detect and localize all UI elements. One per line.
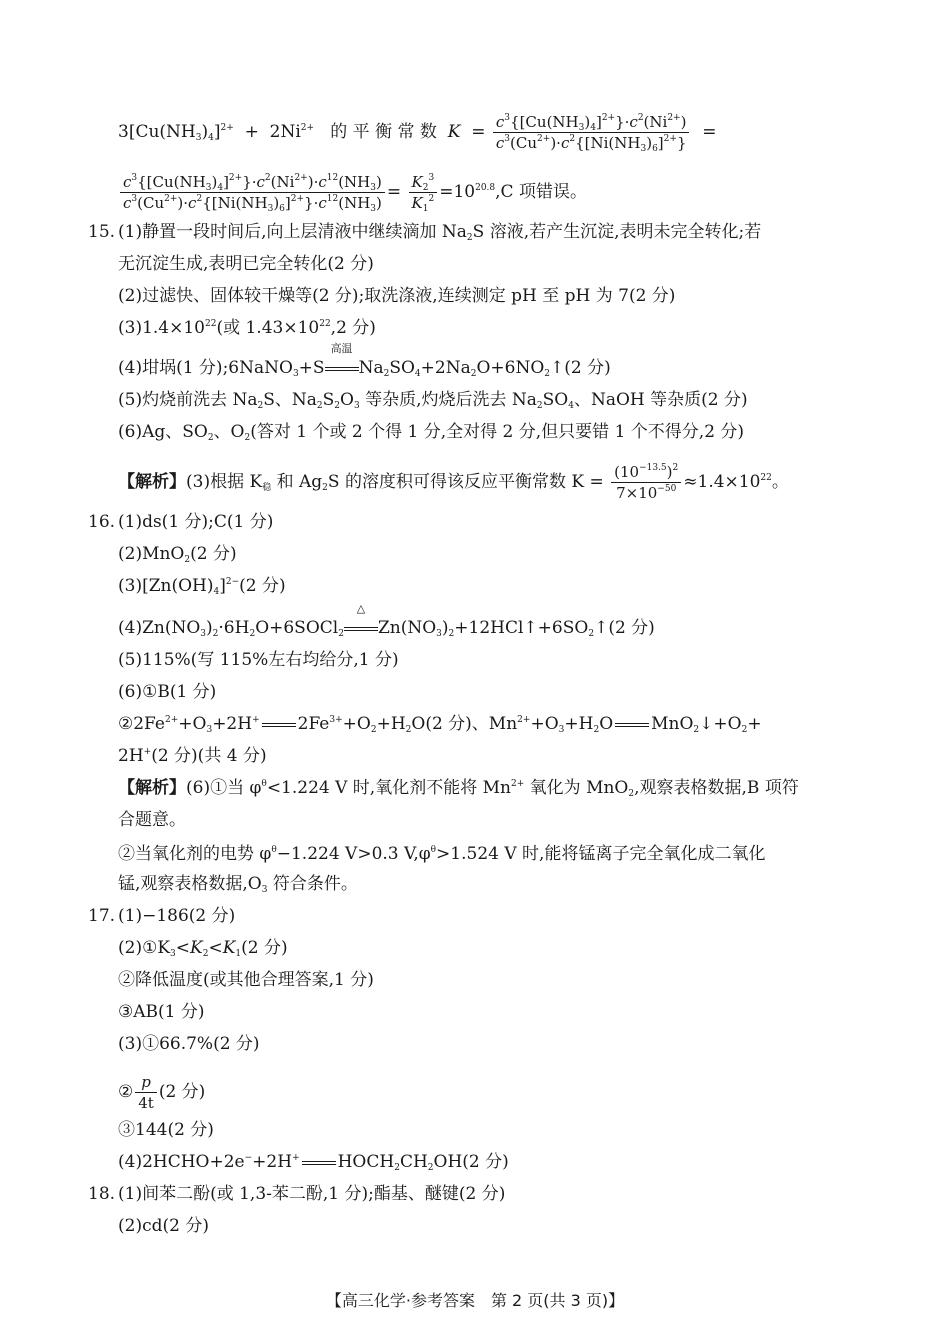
reaction-condition-high-temp: 高温 (325, 356, 359, 380)
q14-k-fraction-2: $\frac{c^3\{[Cu(NH_3)_4]^{2+}\}\cdot c^2(Ni^{2+})\cdot c^{12}(NH_3)}{c^3(Cu^{2+})\cdot c^2\{[Ni(NH_3)_6]^{2+}\}\cdot c^{12}(NH_3)}$ (120, 172, 385, 213)
q17-number: 17. (88, 906, 116, 926)
q18-answer-2: (2)cd(2 分) (118, 1216, 209, 1236)
q16-answer-6b: $②2Fe^{2+}+O_3+2H^+$ $2Fe^{3+}+O_2+H_2O(2$ 分)、$Mn^{2+}+O_3+H_2O$ $MnO_2↓+O_2+$ (118, 714, 762, 735)
q15-answer-1: (1)静置一段时间后,向上层清液中继续滴加 $Na_2S$ 溶液,若产生沉淀,表明未完全转化;若 (118, 222, 762, 243)
q17-answer-3a: (3)①66.7%(2 分) (118, 1034, 260, 1054)
q16-answer-2: (2)MnO$_2$(2 分) (118, 544, 237, 565)
q17-p-over-4t: $\frac{p}{4t}$ (135, 1072, 157, 1113)
page-footer: 【高三化学·参考答案 第 2 页(共 3 页)】 (325, 1291, 625, 1310)
q16-analysis-2: 合题意。 (118, 810, 186, 830)
q16-answer-3: $(3)[Zn(OH)_4]^{2-}(2$ 分) (118, 576, 286, 597)
q15-analysis: 【解析】(3)根据 $K_稳$ 和 $Ag_2S$ 的溶度积可得该反应平衡常数 K = $\frac{(10^{-13.5})^2}{7\times 10^{-50}}$ $\approx 1.4\times 10^{22}$。 (118, 463, 789, 502)
q16-answer-6c: 2H+(2 分)(共 4 分) (118, 746, 267, 766)
q17-answer-2b: ②降低温度(或其他合理答案,1 分) (118, 970, 374, 990)
q14-k-ratio: $\frac{K_2^3}{K_1^2}$ (409, 172, 438, 213)
q15-answer-1-cont: 无沉淀生成,表明已完全转化(2 分) (118, 254, 374, 274)
q15-k-fraction: $\frac{(10^{-13.5})^2}{7\times 10^{-50}}$ (611, 462, 681, 503)
q17-answer-2c: ③AB(1 分) (118, 1002, 205, 1022)
q17-answer-2a: $(2)①K_3<K_2<K_1(2$ 分) (118, 938, 288, 959)
q15-answer-2: (2)过滤快、固体较干燥等(2 分);取洗涤液,连续测定 pH 至 pH 为 7(2 分) (118, 286, 676, 306)
q17-answer-1: (1)−186(2 分) (118, 906, 236, 926)
q17-answer-3b: ② $\frac{p}{4t}$ (2 分) (118, 1073, 206, 1112)
q14-k-fraction-1: $\frac{c^3\{[Cu(NH_3)_4]^{2+}\}\cdot c^2(Ni^{2+})}{c^3(Cu^{2+})\cdot c^2\{[Ni(NH_3)_6]^{2+}\}}$ (493, 112, 690, 153)
q16-answer-1: (1)ds(1 分);C(1 分) (118, 512, 274, 532)
q17-answer-4: (4)2HCHO+2e−+2H+ $HOCH_2CH_2OH(2$ 分) (118, 1152, 509, 1173)
q15-answer-4: (4)坩埚(1 分);6NaNO$_3$+S 高温 $Na_2SO_4+2Na_2O+6NO_2↑(2$ 分) (118, 342, 611, 379)
q15-answer-5: (5)灼烧前洗去 $Na_2S$、$Na_2S_2O_3$ 等杂质,灼烧后洗去 $Na_2SO_4$、NaOH 等杂质(2 分) (118, 390, 748, 411)
q16-analysis-4: 锰,观察表格数据$,O_3$ 符合条件。 (118, 874, 358, 895)
q15-answer-3: $(3)1.4\times 10^{22}$(或 $1.43\times 10^{22},2$ 分) (118, 318, 376, 338)
q14-equilibrium-line-2: $\frac{c^3\{[Cu(NH_3)_4]^{2+}\}\cdot c^2(Ni^{2+})\cdot c^{12}(NH_3)}{c^3(Cu^{2+})\cdot c^2\{[Ni(NH_3)_6]^{2+}\}\cdot c^{12}(NH_3)}$ = $\frac{K_2^3}{K_1^2}$ $=10^{20.8},C$ 项错误。 (118, 172, 587, 213)
q15-number: 15. (88, 222, 116, 242)
q16-analysis-1: 【解析】(6)①当 $\varphi^\theta<1.224$ V 时,氧化剂不能将 $Mn^{2+}$ 氧化为 MnO$_2$,观察表格数据,B 项符 (118, 778, 799, 799)
q14-equilibrium-line-1: $3[Cu(NH_3)_4]^{2+} + 2Ni^{2+}$ 的 平 衡 常 数 K = $\frac{c^3\{[Cu(NH_3)_4]^{2+}\}\cdot c^2(Ni^{2+})}{c^3(Cu^{2+})\cdot c^2\{[Ni(NH_3)_6]^{2+}\}}$ = (118, 113, 717, 154)
q18-answer-1: (1)间苯二酚(或 1,3-苯二酚,1 分);酯基、醚键(2 分) (118, 1184, 506, 1204)
q16-number: 16. (88, 512, 116, 532)
q15-answer-6: (6)Ag、$SO_2$、$O_2$(答对 1 个或 2 个得 1 分,全对得 2 分,但只要错 1 个不得分,2 分) (118, 422, 745, 443)
reaction-condition-heat: △ (344, 616, 378, 640)
q17-answer-3c: ③144(2 分) (118, 1120, 214, 1140)
q16-answer-5: (5)115%(写 115%左右均给分,1 分) (118, 650, 399, 670)
q18-number: 18. (88, 1184, 116, 1204)
q16-answer-6a: (6)①B(1 分) (118, 682, 217, 702)
q16-answer-4: $(4)Zn(NO_3)_2\cdot 6H_2O+6SOCl_2$ △ $Zn(NO_3)_2+12HCl↑+6SO_2↑(2$ 分) (118, 602, 655, 639)
q16-analysis-3: ②当氧化剂的电势 $\varphi^\theta-1.224$ V>0.3 $V,\varphi^\theta>1.524$ V 时,能将锰离子完全氧化成二氧化 (118, 844, 766, 864)
